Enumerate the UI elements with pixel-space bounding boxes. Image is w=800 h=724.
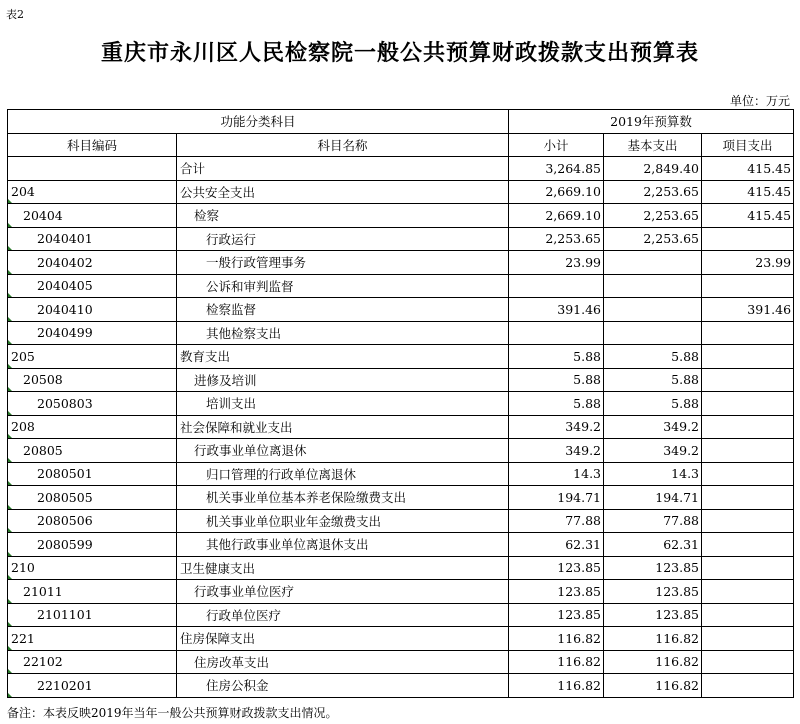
cell-name: 其他检察支出 (177, 321, 509, 345)
cell-basic: 62.31 (604, 533, 702, 557)
budget-table (7, 109, 794, 698)
cell-name: 一般行政管理事务 (177, 251, 509, 275)
cell-basic: 77.88 (604, 509, 702, 533)
cell-name: 住房保障支出 (177, 627, 509, 651)
cell-name: 社会保障和就业支出 (177, 415, 509, 439)
cell-subtotal: 391.46 (509, 298, 604, 322)
table-row (8, 204, 794, 228)
cell-basic: 2,253.65 (604, 204, 702, 228)
cell-subtotal: 123.85 (509, 603, 604, 627)
cell-code: 2040410 (8, 298, 177, 322)
table-row (8, 580, 794, 604)
cell-subtotal (509, 274, 604, 298)
cell-subtotal: 5.88 (509, 368, 604, 392)
table-number: 表2 (6, 8, 24, 21)
cell-name: 行政事业单位离退休 (177, 439, 509, 463)
cell-subtotal: 349.2 (509, 415, 604, 439)
cell-project: 391.46 (702, 298, 794, 322)
cell-project: 23.99 (702, 251, 794, 275)
cell-code: 204 (8, 180, 177, 204)
header-budget-year: 2019年预算数 (509, 110, 794, 134)
cell-basic: 5.88 (604, 368, 702, 392)
cell-subtotal: 123.85 (509, 556, 604, 580)
cell-code: 2040405 (8, 274, 177, 298)
cell-project (702, 415, 794, 439)
cell-code: 2080501 (8, 462, 177, 486)
cell-project (702, 368, 794, 392)
cell-basic: 14.3 (604, 462, 702, 486)
cell-project: 415.45 (702, 180, 794, 204)
cell-code (8, 157, 177, 181)
cell-code: 20508 (8, 368, 177, 392)
cell-subtotal: 2,253.65 (509, 227, 604, 251)
table-row (8, 392, 794, 416)
cell-basic: 116.82 (604, 674, 702, 698)
cell-basic: 123.85 (604, 580, 702, 604)
cell-code: 22102 (8, 650, 177, 674)
cell-project (702, 533, 794, 557)
cell-code: 21011 (8, 580, 177, 604)
cell-project (702, 274, 794, 298)
cell-basic (604, 274, 702, 298)
table-row (8, 251, 794, 275)
table-row (8, 509, 794, 533)
cell-basic (604, 298, 702, 322)
table-row (8, 439, 794, 463)
cell-basic: 349.2 (604, 415, 702, 439)
cell-basic: 123.85 (604, 603, 702, 627)
cell-code: 2080505 (8, 486, 177, 510)
cell-basic: 2,849.40 (604, 157, 702, 181)
cell-subtotal: 116.82 (509, 627, 604, 651)
header-subtotal: 小计 (509, 133, 604, 157)
header-function-category: 功能分类科目 (8, 110, 509, 134)
cell-name: 教育支出 (177, 345, 509, 369)
cell-basic (604, 321, 702, 345)
cell-code: 2080506 (8, 509, 177, 533)
cell-subtotal: 116.82 (509, 674, 604, 698)
cell-code: 2080599 (8, 533, 177, 557)
cell-name: 卫生健康支出 (177, 556, 509, 580)
cell-subtotal: 3,264.85 (509, 157, 604, 181)
cell-project (702, 580, 794, 604)
cell-project (702, 392, 794, 416)
cell-subtotal: 5.88 (509, 392, 604, 416)
table-row (8, 227, 794, 251)
table-row (8, 486, 794, 510)
cell-project (702, 627, 794, 651)
cell-project (702, 674, 794, 698)
cell-subtotal: 5.88 (509, 345, 604, 369)
cell-name: 培训支出 (177, 392, 509, 416)
cell-code: 2040499 (8, 321, 177, 345)
cell-project (702, 321, 794, 345)
cell-subtotal: 62.31 (509, 533, 604, 557)
table-row (8, 650, 794, 674)
cell-basic: 123.85 (604, 556, 702, 580)
cell-subtotal (509, 321, 604, 345)
cell-name: 检察 (177, 204, 509, 228)
cell-basic: 5.88 (604, 392, 702, 416)
table-row (8, 274, 794, 298)
table-body (8, 157, 794, 698)
cell-name: 公共安全支出 (177, 180, 509, 204)
cell-subtotal: 116.82 (509, 650, 604, 674)
cell-project (702, 439, 794, 463)
table-row (8, 368, 794, 392)
cell-project (702, 650, 794, 674)
header-code: 科目编码 (8, 133, 177, 157)
header-basic: 基本支出 (604, 133, 702, 157)
cell-subtotal: 194.71 (509, 486, 604, 510)
cell-basic: 116.82 (604, 627, 702, 651)
cell-project (702, 509, 794, 533)
table-row (8, 157, 794, 181)
cell-code: 20805 (8, 439, 177, 463)
cell-code: 210 (8, 556, 177, 580)
cell-project: 415.45 (702, 204, 794, 228)
footnote: 备注：本表反映2019年当年一般公共预算财政拨款支出情况。 (7, 706, 338, 720)
table-row (8, 321, 794, 345)
cell-name: 机关事业单位职业年金缴费支出 (177, 509, 509, 533)
table-row (8, 298, 794, 322)
cell-subtotal: 2,669.10 (509, 204, 604, 228)
cell-project (702, 603, 794, 627)
cell-project (702, 486, 794, 510)
cell-code: 221 (8, 627, 177, 651)
cell-name: 机关事业单位基本养老保险缴费支出 (177, 486, 509, 510)
cell-name: 归口管理的行政单位离退休 (177, 462, 509, 486)
cell-subtotal: 14.3 (509, 462, 604, 486)
cell-basic: 2,253.65 (604, 227, 702, 251)
cell-basic: 5.88 (604, 345, 702, 369)
page-title: 重庆市永川区人民检察院一般公共预算财政拨款支出预算表 (100, 41, 699, 66)
unit-label: 单位：万元 (729, 94, 790, 108)
cell-code: 208 (8, 415, 177, 439)
table-row (8, 556, 794, 580)
cell-name: 住房公积金 (177, 674, 509, 698)
cell-basic: 2,253.65 (604, 180, 702, 204)
cell-project: 415.45 (702, 157, 794, 181)
cell-code: 2050803 (8, 392, 177, 416)
cell-name: 行政单位医疗 (177, 603, 509, 627)
cell-code: 20404 (8, 204, 177, 228)
table-header-row-group (8, 110, 794, 134)
cell-name: 公诉和审判监督 (177, 274, 509, 298)
table-row (8, 533, 794, 557)
table-row (8, 345, 794, 369)
cell-subtotal: 23.99 (509, 251, 604, 275)
cell-project (702, 462, 794, 486)
cell-basic: 194.71 (604, 486, 702, 510)
table-row (8, 415, 794, 439)
table-row (8, 627, 794, 651)
header-project: 项目支出 (702, 133, 794, 157)
cell-subtotal: 2,669.10 (509, 180, 604, 204)
cell-name: 住房改革支出 (177, 650, 509, 674)
cell-basic: 116.82 (604, 650, 702, 674)
cell-name: 合计 (177, 157, 509, 181)
cell-subtotal: 349.2 (509, 439, 604, 463)
cell-name: 其他行政事业单位离退休支出 (177, 533, 509, 557)
table-row (8, 603, 794, 627)
cell-code: 2040401 (8, 227, 177, 251)
cell-name: 进修及培训 (177, 368, 509, 392)
cell-project (702, 227, 794, 251)
cell-name: 行政运行 (177, 227, 509, 251)
cell-basic: 349.2 (604, 439, 702, 463)
cell-code: 2040402 (8, 251, 177, 275)
cell-name: 检察监督 (177, 298, 509, 322)
cell-project (702, 556, 794, 580)
table-row (8, 674, 794, 698)
cell-subtotal: 77.88 (509, 509, 604, 533)
cell-code: 205 (8, 345, 177, 369)
table-header-row (8, 133, 794, 157)
cell-code: 2101101 (8, 603, 177, 627)
cell-code: 2210201 (8, 674, 177, 698)
cell-name: 行政事业单位医疗 (177, 580, 509, 604)
table-row (8, 180, 794, 204)
cell-basic (604, 251, 702, 275)
cell-subtotal: 123.85 (509, 580, 604, 604)
cell-project (702, 345, 794, 369)
table-row (8, 462, 794, 486)
header-name: 科目名称 (177, 133, 509, 157)
